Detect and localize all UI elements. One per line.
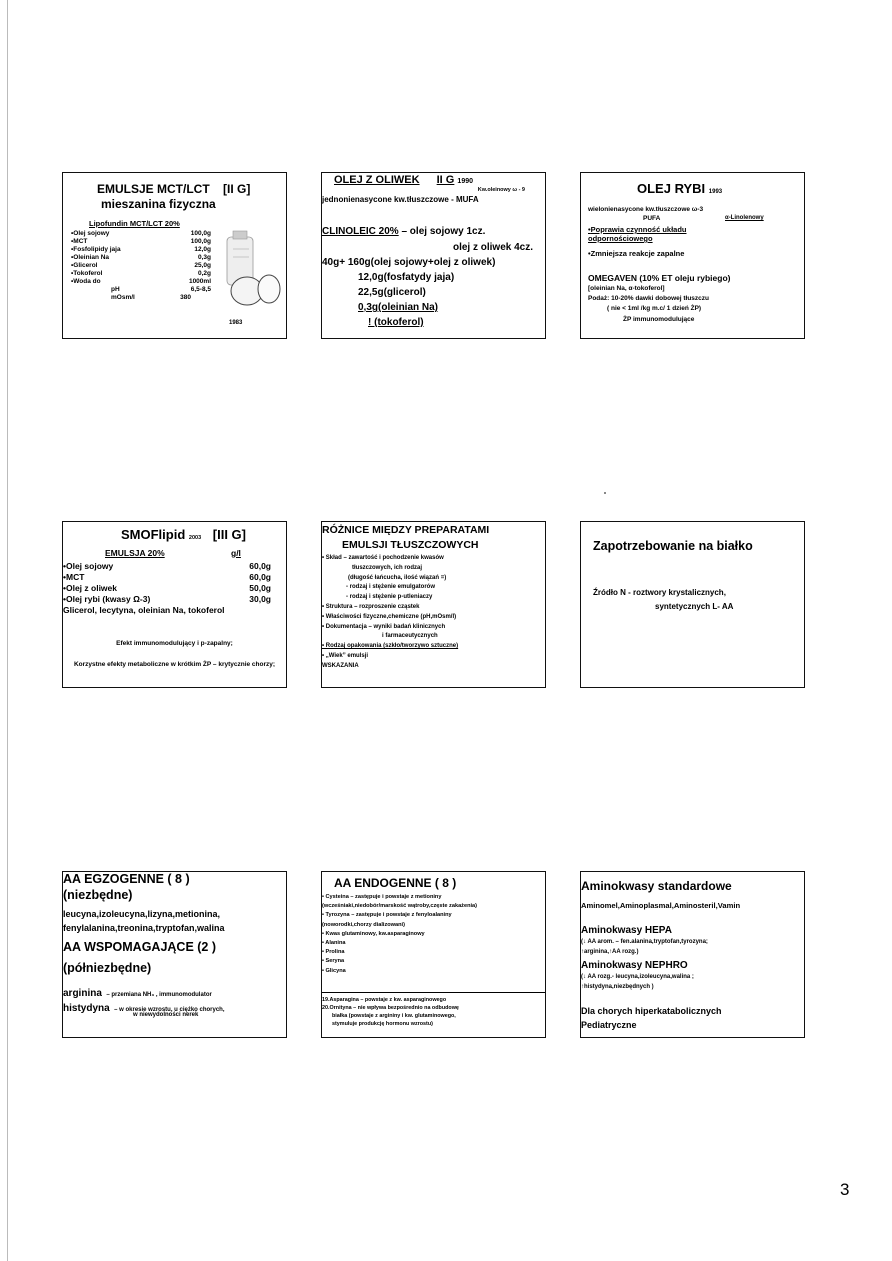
- slide-line: ŻP immunomodulujące: [623, 316, 695, 323]
- list-item: • Olej sojowy 100,0g: [71, 230, 211, 238]
- list-item: • Tyrozyna – zastępuje i powstaje z fenyloalaniny: [322, 912, 452, 919]
- list-item: 20.Ornityna – nie wpływa bezpośrednio na odbudowę: [322, 1005, 459, 1011]
- slide-line: (↓ AA rozg.- leucyna,izoleucyna,walina ;: [581, 974, 694, 980]
- list-item: - rodzaj i stężenie emulgatorów: [346, 584, 436, 591]
- slide-line: [oleinian Na, α-tokoferol]: [588, 285, 665, 292]
- year-label: 1993: [708, 189, 723, 195]
- list-item: (noworodki,chorzy dializowani): [322, 921, 405, 928]
- list-item: • Rodzaj opakowania (szkło/tworzywo sztuczne): [322, 643, 459, 650]
- slide-title: AA ENDOGENNE ( 8 ): [334, 876, 457, 890]
- slide-line: OMEGAVEN (10% ET oleju rybiego): [588, 273, 731, 283]
- slide-line: fenylalanina,treonina,tryptofan,walina: [63, 923, 225, 933]
- list-item: • Struktura – rozproszenie cząstek: [322, 603, 420, 610]
- slide-line: Podaż: 10-20% dawki dobowej tłuszczu: [588, 295, 709, 302]
- list-item: białka (powstaje z argininy i kw. glutaminowego,: [332, 1013, 456, 1019]
- list-item: • „Wiek” emulsji: [322, 652, 369, 659]
- slide-line: 0,3g(oleinian Na): [358, 302, 439, 313]
- aa-list: [322, 893, 546, 976]
- list-item: pH 6,5-8,5: [111, 286, 211, 293]
- page-margin-line: [7, 0, 8, 1261]
- product-name: Lipofundin MCT/LCT 20%: [89, 219, 180, 228]
- list-item: • MCT 100,0g: [71, 238, 211, 246]
- fatty-acid-label: Kw.oleinowy ω - 9: [477, 187, 525, 193]
- slide-line: • Poprawia czynność układu odpornościowego: [588, 225, 738, 243]
- slide-line: Korzystne efekty metaboliczne w krótkim ŻP – krytycznie chorzy;: [73, 661, 276, 668]
- slide-line: PUFA: [643, 215, 661, 222]
- unit-label: g/l: [231, 548, 241, 558]
- slide-aa-egzogenne: [62, 871, 287, 1038]
- slide-line: ! (tokoferol): [368, 317, 424, 328]
- slide-line: – olej sojowy 1cz.: [401, 226, 486, 237]
- slide-line: ↑arginina,↑AA rozg.): [581, 949, 639, 955]
- slide-title: SMOFlipid: [121, 527, 186, 542]
- list-item: • MCT 60,0g: [63, 572, 271, 583]
- list-item: • Glicerol 25,0g: [71, 262, 211, 270]
- slide-line: • Zmniejsza reakcje zapalne: [588, 249, 684, 258]
- generation-label: [III G]: [212, 527, 246, 542]
- list-item: • Woda do 1000ml: [71, 278, 211, 286]
- slide-olej-z-oliwek: [321, 172, 546, 339]
- list-item: stymuluje produkcję hormonu wzrostu): [332, 1021, 433, 1027]
- list-item: (długość łańcucha, ilość wiązań =): [348, 574, 447, 581]
- composition-list: [71, 230, 211, 302]
- slide-subtitle: mieszanina fizyczna: [101, 197, 216, 211]
- list-item: • Olej rybi (kwasy Ω-3) 30,0g: [63, 594, 271, 605]
- slide-title: Aminokwasy standardowe: [581, 879, 732, 893]
- page-number: 3: [840, 1180, 850, 1199]
- slide-line: 22,5g(glicerol): [358, 287, 426, 298]
- list-item: • Prolina: [322, 949, 345, 956]
- list-item: • Kwas glutaminowy, kw.asparaginowy: [322, 930, 425, 937]
- list-item: WSKAZANIA: [322, 662, 359, 669]
- slide-line: (↓ AA arom. – fen.alanina,tryptofan,tyrozyna;: [581, 939, 708, 945]
- slide-line: jednonienasycone kw.tłuszczowe - MUFA: [322, 195, 479, 204]
- list-item: • Fosfolipidy jaja 12,0g: [71, 246, 211, 254]
- slide-roznice-miedzy-preparatami: [321, 521, 546, 688]
- list-item: i farmaceutycznych: [382, 633, 438, 640]
- slide-title: EMULSJE MCT/LCT: [97, 182, 210, 196]
- slide-smoflipid: [62, 521, 287, 688]
- slide-subtitle: EMULSJI TŁUSZCZOWYCH: [342, 539, 479, 551]
- slide-line: AA WSPOMAGAJĄCE (2 ): [63, 940, 217, 954]
- slide-line: Pediatryczne: [581, 1020, 637, 1030]
- slide-title: AA EGZOGENNE ( 8 ): [63, 872, 190, 886]
- list-item: 19.Asparagina – powstaje z kw. asparaginowego: [322, 997, 447, 1003]
- emulsion-bottle-image: [215, 229, 285, 309]
- slide-olej-rybi: [580, 172, 805, 339]
- slide-aminokwasy: [580, 871, 805, 1038]
- year-label: 1983: [229, 320, 243, 326]
- differences-list: [322, 554, 546, 672]
- scan-speck: [604, 492, 606, 494]
- year-label: 1990: [457, 178, 473, 185]
- slide-title: OLEJ RYBI: [637, 181, 706, 196]
- footnote: [322, 996, 546, 1028]
- generation-label: [II G]: [223, 182, 251, 196]
- slide-line: – przemiana NH₃ , immunomodulator: [106, 992, 212, 998]
- year-label: 2003: [188, 535, 202, 541]
- slide-line: syntetycznych L- AA: [655, 602, 734, 611]
- slide-line: ↑histydyna,niezbędnych ): [581, 984, 654, 990]
- slide-line: histydyna: [63, 1003, 110, 1014]
- list-item: Glicerol, lecytyna, oleinian Na, tokoferol: [63, 605, 225, 615]
- slide-line: Efekt immunomodulujący i p-zapalny;: [116, 640, 233, 647]
- slide-line: Aminomel,Aminoplasmal,Aminosteril,Vamin: [581, 901, 741, 910]
- product-name: CLINOLEIC 20%: [322, 226, 399, 237]
- slide-line: arginina: [63, 988, 102, 999]
- slide-line: olej z oliwek 4cz.: [452, 242, 533, 253]
- slide-line: Źródło N - roztwory krystalicznych,: [593, 588, 726, 597]
- slide-line: Aminokwasy NEPHRO: [581, 960, 688, 971]
- slide-line: w niewydolności nerek: [133, 1012, 199, 1018]
- slide-line: α-Linolenowy: [725, 215, 764, 221]
- list-item: mOsm/l 380: [111, 294, 191, 301]
- slide-line: wielonienasycone kw.tłuszczowe ω-3: [588, 206, 704, 213]
- list-item: • Skład – zawartość i pochodzenie kwasów: [322, 555, 444, 561]
- list-item: (wcześniaki,niedobór/marskość wątroby,częste zakażenia): [322, 903, 478, 910]
- list-item: • Olej z oliwek 50,0g: [63, 583, 271, 594]
- slide-emulsje-mct-lct: [62, 172, 287, 339]
- list-item: • Alanina: [322, 940, 346, 947]
- list-item: • Seryna: [322, 958, 345, 965]
- slide-line: 40g+ 160g(olej sojowy+olej z oliwek): [322, 257, 496, 268]
- list-item: • Glicyna: [322, 967, 346, 974]
- slide-aa-endogenne: [321, 871, 546, 1038]
- list-item: • Oleinian Na 0,3g: [71, 254, 211, 262]
- list-item: • Dokumentacja – wyniki badań klinicznych: [322, 623, 446, 630]
- slide-title: OLEJ Z OLIWEK: [334, 174, 420, 186]
- list-item: • Właściwości fizyczne,chemiczne (pH,mOsm/l): [322, 613, 457, 620]
- list-item: • Tokoferol 0,2g: [71, 270, 211, 278]
- slide-line: leucyna,izoleucyna,lizyna,metionina,: [63, 909, 221, 919]
- slide-title: Zapotrzebowanie na białko: [593, 539, 753, 553]
- slide-line: ( nie < 1ml /kg m.c/ 1 dzień ŻP): [607, 305, 702, 312]
- list-item: • Olej sojowy 60,0g: [63, 561, 271, 572]
- list-item: - rodzaj i stężenie p-utleniaczy: [346, 594, 433, 601]
- divider: [322, 992, 545, 993]
- slide-line: 12,0g(fosfatydy jaja): [358, 272, 455, 283]
- generation-label: II G: [436, 174, 455, 186]
- list-item: tłuszczowych, ich rodzaj: [352, 564, 423, 571]
- list-item: • Cysteina – zastępuje i powstaje z metioniny: [322, 894, 442, 900]
- slide-line: – w okresie wzrostu, u ciężko chorych,: [114, 1007, 225, 1013]
- slide-zapotrzebowanie-na-bialko: [580, 521, 805, 688]
- slide-title: RÓŻNICE MIĘDZY PREPARATAMI: [322, 524, 490, 536]
- slide-line: (niezbędne): [63, 888, 133, 902]
- slide-line: Dla chorych hiperkatabolicznych: [581, 1006, 722, 1016]
- product-name: EMULSJA 20%: [105, 548, 165, 558]
- slide-line: Aminokwasy HEPA: [581, 925, 672, 936]
- composition-list: [63, 561, 271, 616]
- slide-line: (półniezbędne): [63, 961, 152, 975]
